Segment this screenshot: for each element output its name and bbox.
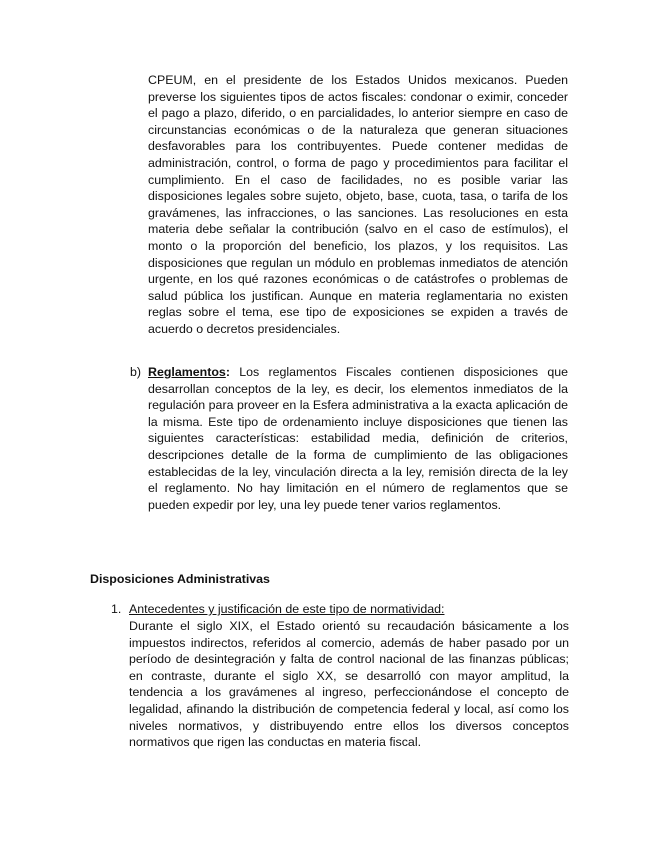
reglamentos-term: Reglamentos xyxy=(148,365,226,379)
reglamentos-paragraph xyxy=(148,364,568,513)
item-title: Antecedentes y justificación de este tipo de normatividad: xyxy=(129,602,445,616)
list-marker-b: b) xyxy=(130,365,142,379)
term-colon: : xyxy=(225,365,230,379)
reglamentos-text: Los reglamentos Fiscales contienen disposiciones que desarrollan conceptos de la ley, es decir, los elementos inmediatos de la regulación para proveer en la Esfera administrativa a la exacta aplicación de la misma. Este tipo de ordenamiento incluye disposiciones que tienen las siguientes características: estabilidad media, definición de criterios, descripciones detalle de la forma de cumplimiento de las obligaciones establecidas de la ley, vinculación directa a la ley, remisión directa de la ley el reglamento. No hay limitación en el número de reglamentos que se pueden expedir por ley, una ley puede tener varios reglamentos. xyxy=(148,365,568,512)
list-marker-1: 1. xyxy=(111,602,122,616)
section-heading: Disposiciones Administrativas xyxy=(90,572,270,586)
continued-paragraph: CPEUM, en el presidente de los Estados Unidos mexicanos. Pueden preverse los siguientes tipos de actos fiscales: condonar o eximir, conceder el pago a plazo, diferido, o en parcialidades, lo anterior siempre en caso de circunstancias económicas o de la naturaleza que generan situaciones desfavorables para los contribuyentes. Puede contener medidas de administración, control, o forma de pago y procedimientos para facilitar el cumplimiento. En el caso de facilidades, no es posible variar las disposiciones legales sobre sujeto, objeto, base, cuota, tasa, o tarifa de los gravámenes, las infracciones, o las sanciones. Las resoluciones en esta materia debe señalar la contribución (salvo en el caso de estímulos), el monto o la proporción del beneficio, los plazos, y los requisitos. Las disposiciones que regulan un módulo en problemas inmediatos de atención urgente, en los qué razones económicas o de catástrofes o problemas de salud pública los justifican. Aunque en materia reglamentaria no existen reglas sobre el tema, ese tipo de exposiciones se expiden a través de acuerdo o decretos presidenciales. xyxy=(148,73,568,336)
antecedentes-paragraph: Durante el siglo XIX, el Estado orientó su recaudación básicamente a los impuestos indirectos, referidos al comercio, además de haber pasado por un período de desintegración y falta de control nacional de las finanzas públicas; en contraste, durante el siglo XX, se desarrolló con mayor amplitud, la tendencia a los gravámenes al ingreso, perfeccionándose el concepto de legalidad, afinando la distribución de competencia federal y local, así como los niveles normativos, y distribuyendo entre ellos los diversos conceptos normativos que rigen las conductas en materia fiscal. xyxy=(129,619,569,750)
